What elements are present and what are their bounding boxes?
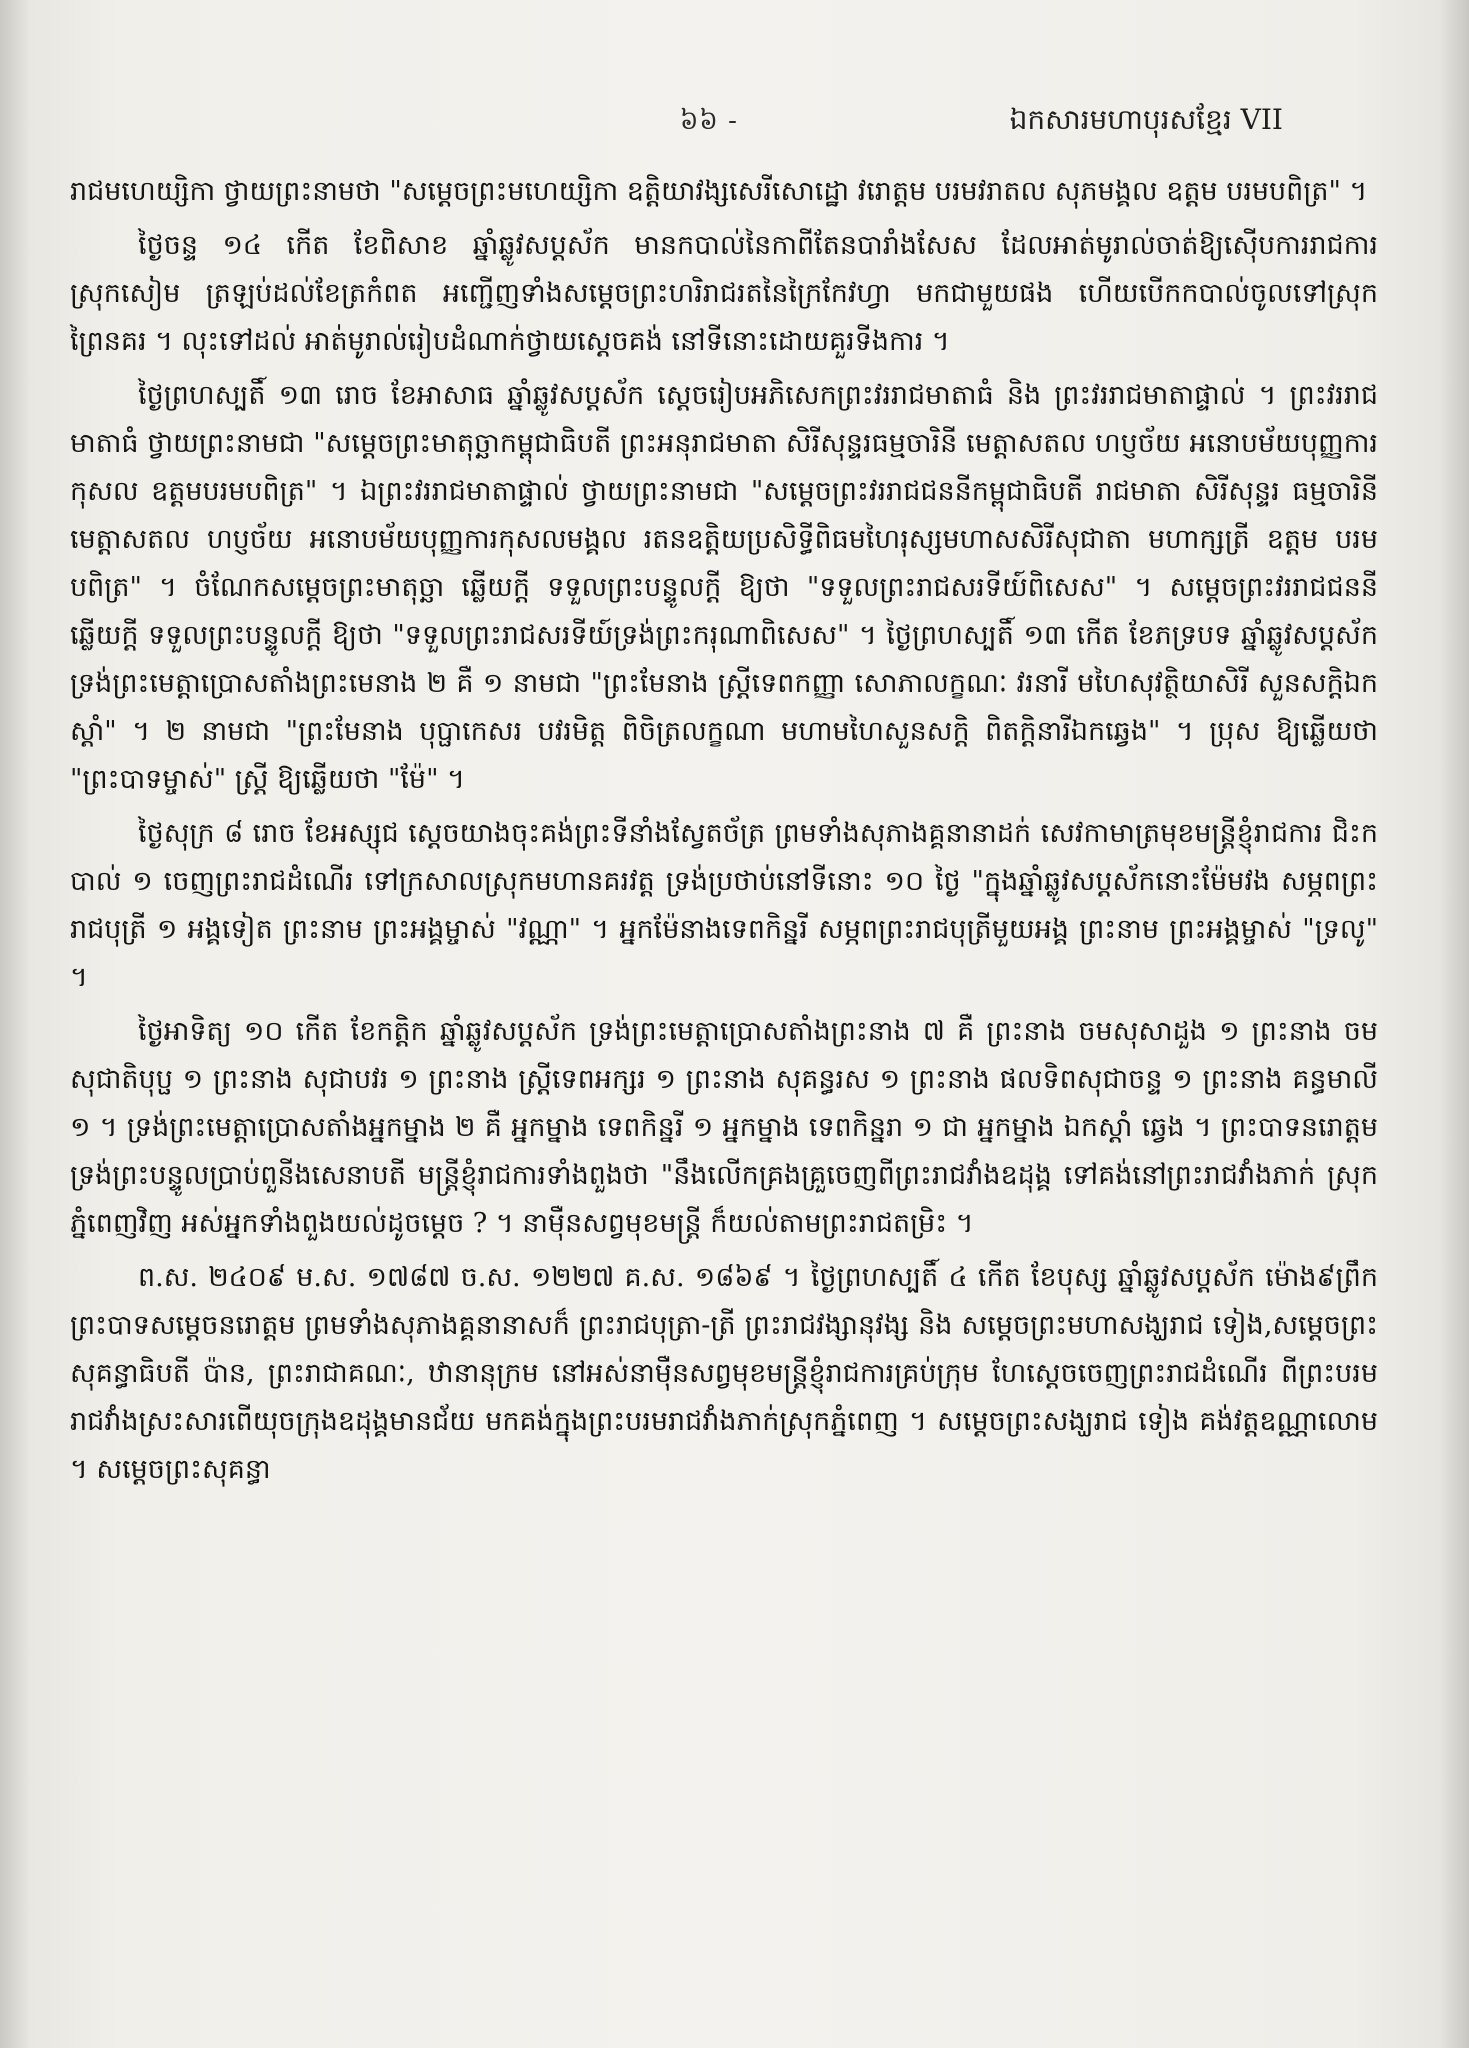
paragraph: ថ្ងៃអាទិត្យ ១០ កើត ខែកត្តិក ឆ្នាំឆ្លូវសប្ដស័ក ទ្រង់ព្រះមេត្តាប្រោសតាំងព្រះនាង ៧ គឺ ព្រះនាង ចមសុសាដួង ១ ព្រះនាង ចមសុជាតិបុប្ផ ១ ព្រះនាង សុជាបវរ ១ ព្រះនាង ស្ត្រីទេពអក្សរ ១ ព្រះនាង សុគន្ធរស ១ ព្រះនាង ផលទិពសុជាចន្ទ ១ ព្រះនាង គន្ធមាលី ១ ។ ទ្រង់ព្រះមេត្តាប្រោសតាំងអ្នកម្នាង ២ គឺ អ្នកម្នាង ទេពកិន្នរី ១ អ្នកម្នាង ទេពកិន្នរា ១ ជា អ្នកម្នាង ឯកស្ដាំ ឆ្វេង ។ ព្រះបាទនរោត្តមទ្រង់ព្រះបន្ទូលប្រាប់ពួនីងសេនាបតី មន្ត្រីខ្ញុំរាជការទាំងពួងថា "នឹងលើកគ្រងគ្រួចេញពីព្រះរាជវាំងឧដុង្គ ទៅគង់នៅព្រះរាជវាំងភាក់ ស្រុកភ្នំពេញវិញ អស់អ្នកទាំងពួងយល់ដូចម្ដេច ? ។ នាម៉ឺនសព្វមុខមន្ត្រី ក៏យល់តាមព្រះរាជតម្រិះ ។: [70, 1016, 1378, 1239]
paragraph: ថ្ងៃព្រហស្បតិ៍ ១៣ រោច ខែអាសាធ ឆ្នាំឆ្លូវសប្ដស័ក ស្ដេចរៀបអភិសេកព្រះវររាជមាតាធំ និង ព្រះវររាជមាតាផ្ទាល់ ។ ព្រះវររាជមាតាធំ ថ្វាយព្រះនាមជា "សម្ដេចព្រះមាតុច្ឆាកម្ពុជាធិបតី ព្រះអនុរាជមាតា សិរីសុន្ទរធម្មចារិនី មេត្តាសតល ហប្ញច័យ អនោបម័យបុញ្ញការកុសល ឧត្តមបរមបពិត្រ" ។ ឯព្រះវររាជមាតាផ្ទាល់ ថ្វាយព្រះនាមជា "សម្ដេចព្រះវររាជជននីកម្ពុជាធិបតី រាជមាតា សិរីសុន្ទរ ធម្មចារិនី មេត្តាសតល ហប្ញច័យ អនោបម័យបុញ្ញការកុសលមង្គល រតនឧត្តិយប្រសិទ្ធីពិធមហៃរុស្សមហាសសិរីសុជាតា មហាក្សត្រី ឧត្តម បរមបពិត្រ" ។ ចំណែកសម្ដេចព្រះមាតុច្ឆា ឆ្លើយក្ដី ទទួលព្រះបន្ទូលក្ដី ឱ្យថា "ទទួលព្រះរាជសរទីយ៍ពិសេស" ។ សម្ដេចព្រះវររាជជននី ឆ្លើយក្ដី ទទួលព្រះបន្ទូលក្ដី ឱ្យថា "ទទួលព្រះរាជសរទីយ៍ទ្រង់ព្រះករុណាពិសេស" ។ ថ្ងៃព្រហស្បតិ៍ ១៣ កើត ខែភទ្របទ ឆ្នាំឆ្លូវសប្ដស័ក ទ្រង់ព្រះមេត្តាប្រោសតាំងព្រះមេនាង ២ គឺ ១ នាមជា "ព្រះមែនាង ស្ត្រីទេពកញ្ញា សោភាលក្ខណៈ វរនារី មហៃសុវត្ថិយាសិរី សួនសក្ដិឯកស្ដាំ" ។ ២ នាមជា "ព្រះមែនាង បុប្ផាកេសរ បវរមិត្ត ពិចិត្រលក្ខណា មហាមហៃសួនសក្ដិ ពិតក្ដិនារីឯកឆ្វេង" ។ ប្រុស ឱ្យឆ្លើយថា "ព្រះបាទម្ចាស់" ស្ត្រី ឱ្យឆ្លើយថា "ម៉ែ" ។: [70, 380, 1378, 795]
paragraph: រាជមហេយ្សិកា ថ្វាយព្រះនាមថា "សម្ដេចព្រះមហេយ្សិកា ឧត្តិយាវង្សសេរីសោដ្ឋោ វរោត្តម បរមវរាតល សុភមង្គល ឧត្តម បរមបពិត្រ" ។: [70, 176, 1368, 207]
scan-edge-shadow-right: [1439, 0, 1469, 2048]
scan-edge-shadow-left: [0, 0, 30, 2048]
running-title: ឯកសារមហាបុរសខ្មែរ VII: [1009, 103, 1283, 136]
paragraph: ព.ស. ២៤០៩ ម.ស. ១៧៨៧ ច.ស. ១២២៧ គ.ស. ១៨៦៩ ។ ថ្ងៃព្រហស្បតិ៍ ៤ កើត ខែបុស្ស ឆ្នាំឆ្លូវសប្ដស័ក ម៉ោង៩ព្រឹក ព្រះបាទសម្ដេចនរោត្តម ព្រមទាំងសុភាងគ្គនានាសក៏ ព្រះរាជបុត្រា-ត្រី ព្រះរាជវង្សានុវង្ស និង សម្ដេចព្រះមហាសង្ឃរាជ ទៀង,សម្ដេចព្រះសុគន្ធាធិបតី ប៉ាន, ព្រះរាជាគណៈ, ឋានានុក្រម នៅអស់នាម៉ឺនសព្វមុខមន្ត្រីខ្ញុំរាជការគ្រប់ក្រុម ហែស្ដេចចេញព្រះរាជដំណើរ ពីព្រះបរមរាជវាំងស្រះសារពើយុចក្រុងឧដុង្គមានជ័យ មកគង់ក្នុងព្រះបរមរាជវាំងភាក់ស្រុកភ្នំពេញ ។ សម្ដេចព្រះសង្ឃរាជ ទៀង គង់វត្តឧណ្ណាលោម ។ សម្ដេចព្រះសុគន្ធា: [70, 1262, 1378, 1485]
page-number: ៦៦ -: [680, 106, 738, 136]
paragraph: ថ្ងៃសុក្រ ៨ រោច ខែអស្សុជ ស្ដេចយាងចុះគង់ព្រះទីនាំងស្វែតច័ត្រ ព្រមទាំងសុភាងគ្គនានាដក់ សេវកាមាត្រមុខមន្ត្រីខ្ញុំរាជការ ជិះកបាល់ ១ ចេញព្រះរាជដំណើរ ទៅក្រសាលស្រុកមហានគរវត្ត ទ្រង់ប្រថាប់នៅទីនោះ ១០ ថ្ងៃ "ក្នុងឆ្នាំឆ្លូវសប្ដស័កនោះម៉ែមវង សម្ភពព្រះរាជបុត្រី ១ អង្គទៀត ព្រះនាម ព្រះអង្គម្ចាស់ "វណ្ណា" ។ អ្នកម៉ែនាងទេពកិន្នរី សម្ភពព្រះរាជបុត្រីមួយអង្គ ព្រះនាម ព្រះអង្គម្ចាស់ "ទ្រលូ" ។: [70, 818, 1378, 993]
body-text: [70, 168, 1378, 1500]
page-header: [0, 92, 1469, 142]
paragraph: ថ្ងៃចន្ទ ១៤ កើត ខែពិសាខ ឆ្នាំឆ្លូវសប្ដស័ក មានកបាល់នៃកាពីតែនបារាំងសែស ដែលអាត់មូរាល់ចាត់ឱ្យស៊ើបការរាជការស្រុកសៀម ត្រឡប់ដល់ខែត្រកំពត អញ្ជើញទាំងសម្ដេចព្រះហរិរាជរតនៃក្រៃកែវហ្វា មកជាមួយផង ហើយបើកកបាល់ចូលទៅស្រុកព្រៃនគរ ។ លុះទៅដល់ អាត់មូរាល់រៀបដំណាក់ថ្វាយស្ដេចគង់ នៅទីនោះដោយគួរទីងការ ។: [70, 230, 1378, 357]
